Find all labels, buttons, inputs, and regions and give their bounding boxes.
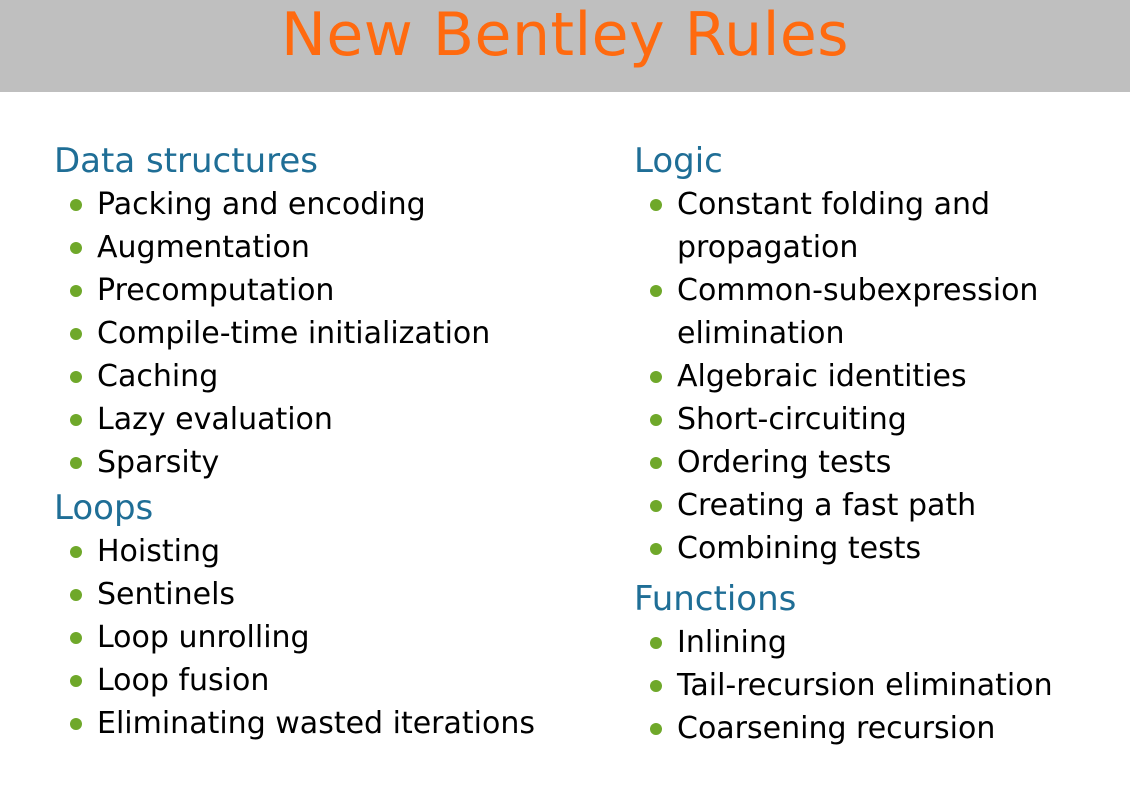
section-data-structures — [54, 140, 614, 484]
list-item-text: Caching — [97, 359, 219, 394]
list-item-text: Inlining — [677, 625, 787, 660]
list-item-text: Sentinels — [97, 577, 236, 612]
list-item-text: Tail-recursion elimination — [677, 668, 1053, 703]
bullet-dot-icon — [70, 546, 82, 558]
list-item-text: Precomputation — [97, 273, 335, 308]
bullet-dot-icon — [70, 328, 82, 340]
list-item-text: Packing and encoding — [97, 187, 426, 222]
section-loops — [54, 487, 614, 745]
section-heading: Functions — [634, 579, 797, 619]
list-item — [54, 398, 614, 441]
bullet-list — [634, 183, 1124, 570]
list-item-text: Eliminating wasted iterations — [97, 706, 535, 741]
list-item — [54, 183, 614, 226]
list-item — [54, 312, 614, 355]
list-item — [634, 269, 1124, 355]
list-item — [634, 398, 1124, 441]
left-column — [54, 140, 614, 745]
list-item — [634, 707, 1124, 750]
bullet-list — [54, 530, 614, 745]
bullet-dot-icon — [650, 637, 662, 649]
list-item — [54, 355, 614, 398]
bullet-dot-icon — [70, 718, 82, 730]
bullet-dot-icon — [70, 242, 82, 254]
list-item-text: Hoisting — [97, 534, 221, 569]
list-item-text: Constant folding and propagation — [677, 187, 991, 265]
bullet-dot-icon — [650, 543, 662, 555]
bullet-dot-icon — [70, 285, 82, 297]
bullet-dot-icon — [70, 199, 82, 211]
bullet-dot-icon — [70, 371, 82, 383]
bullet-dot-icon — [70, 632, 82, 644]
bullet-dot-icon — [650, 457, 662, 469]
section-heading: Data structures — [54, 141, 318, 181]
list-item — [634, 664, 1124, 707]
list-item-text: Common-subexpression elimination — [677, 273, 1039, 351]
section-heading: Logic — [634, 141, 723, 181]
bullet-dot-icon — [70, 589, 82, 601]
bullet-dot-icon — [650, 285, 662, 297]
list-item — [54, 530, 614, 573]
bullet-dot-icon — [650, 414, 662, 426]
list-item — [54, 616, 614, 659]
list-item — [634, 484, 1124, 527]
list-item — [634, 183, 1124, 269]
bullet-list — [634, 621, 1124, 750]
right-column — [634, 140, 1124, 750]
list-item — [54, 226, 614, 269]
list-item-text: Combining tests — [677, 531, 922, 566]
list-item-text: Creating a fast path — [677, 488, 977, 523]
section-functions — [634, 578, 1124, 750]
list-item-text: Short-circuiting — [677, 402, 907, 437]
bullet-dot-icon — [650, 680, 662, 692]
list-item-text: Loop fusion — [97, 663, 270, 698]
list-item — [634, 621, 1124, 664]
list-item-text: Sparsity — [97, 445, 220, 480]
list-item-text: Compile-time initialization — [97, 316, 491, 351]
list-item — [54, 269, 614, 312]
list-item — [54, 702, 614, 745]
bullet-dot-icon — [70, 457, 82, 469]
list-item — [634, 527, 1124, 570]
list-item-text: Coarsening recursion — [677, 711, 996, 746]
bullet-dot-icon — [70, 414, 82, 426]
bullet-dot-icon — [650, 500, 662, 512]
list-item-text: Algebraic identities — [677, 359, 967, 394]
bullet-dot-icon — [650, 371, 662, 383]
bullet-dot-icon — [70, 675, 82, 687]
bullet-dot-icon — [650, 723, 662, 735]
bullet-list — [54, 183, 614, 484]
list-item — [634, 355, 1124, 398]
list-item — [54, 659, 614, 702]
list-item-text: Augmentation — [97, 230, 310, 265]
slide-title: New Bentley Rules — [280, 0, 850, 70]
bullet-dot-icon — [650, 199, 662, 211]
section-heading: Loops — [54, 488, 154, 528]
list-item — [54, 441, 614, 484]
list-item-text: Lazy evaluation — [97, 402, 333, 437]
list-item-text: Loop unrolling — [97, 620, 310, 655]
list-item — [54, 573, 614, 616]
section-logic — [634, 140, 1124, 570]
list-item — [634, 441, 1124, 484]
list-item-text: Ordering tests — [677, 445, 892, 480]
